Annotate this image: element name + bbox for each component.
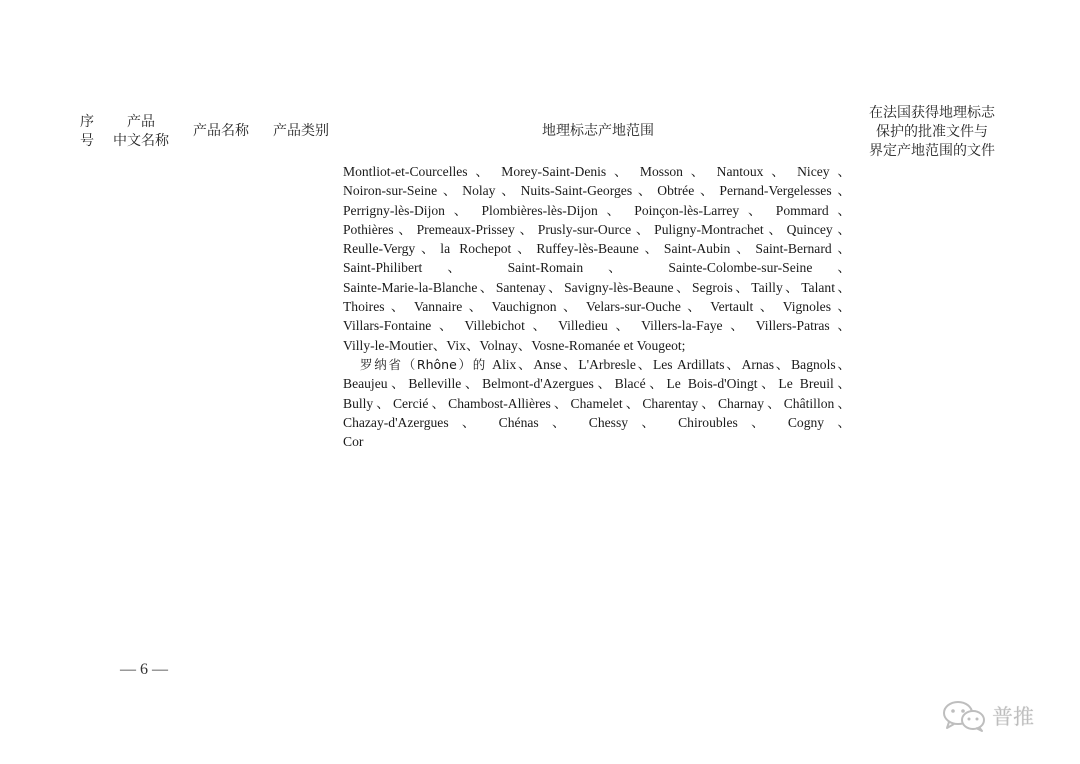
rhone-first-line-rest: Alix、Anse、L'Arbresle、Les Ardillats、Arnas、Bagnols、 bbox=[487, 356, 851, 372]
header-seq-line2: 号 bbox=[80, 133, 94, 149]
content-line: Chazay-d'Azergues 、 Chénas 、 Chessy 、 Chiroubles 、 Cogny 、 bbox=[343, 414, 851, 430]
header-product-category: 产品类别 bbox=[273, 123, 329, 139]
header-docs-line3: 界定产地范围的文件 bbox=[869, 143, 995, 159]
wechat-icon bbox=[940, 699, 988, 733]
header-seq-line1: 序 bbox=[80, 114, 94, 130]
content-line: Beaujeu、Belleville、Belmont-d'Azergues、Blacé、Le Bois-d'Oingt、Le Breuil、 bbox=[343, 376, 851, 392]
header-docs-line2: 保护的批准文件与 bbox=[876, 124, 988, 140]
header-product-name: 产品名称 bbox=[193, 123, 249, 139]
geo-range-content bbox=[343, 162, 851, 451]
watermark bbox=[940, 699, 1034, 733]
content-line: Villy-le-Moutier、Vix、Volnay、Vosne-Romanée et Vougeot; bbox=[343, 337, 686, 353]
content-line: Montliot-et-Courcelles 、 Morey-Saint-Denis 、 Mosson 、 Nantoux 、 Nicey 、 bbox=[343, 164, 851, 179]
content-line: Sainte-Marie-la-Blanche、Santenay、Savigny-lès-Beaune、Segrois、Tailly、Talant、 bbox=[343, 279, 851, 295]
content-line: Thoires 、 Vannaire 、 Vauchignon 、 Velars-sur-Ouche 、 Vertault 、 Vignoles 、 bbox=[343, 299, 851, 315]
header-cn-name-line1: 产品 bbox=[127, 114, 155, 130]
content-line: Perrigny-lès-Dijon 、 Plombières-lès-Dijon 、 Poinçon-lès-Larrey 、 Pommard 、 bbox=[343, 202, 851, 218]
header-geo-range: 地理标志产地范围 bbox=[542, 123, 654, 139]
header-seq-number bbox=[80, 113, 98, 151]
header-cn-name bbox=[108, 113, 174, 151]
header-docs-line1: 在法国获得地理标志 bbox=[869, 105, 995, 121]
content-line: Reulle-Vergy、la Rochepot、Ruffey-lès-Beaune、Saint-Aubin、Saint-Bernard、 bbox=[343, 241, 851, 257]
content-line: Bully、Cercié、Chambost-Allières、Chamelet、Charentay、Charnay、Châtillon、 bbox=[343, 395, 851, 411]
content-line: Villars-Fontaine 、 Villebichot 、 Villedieu 、 Villers-la-Faye 、 Villers-Patras 、 bbox=[343, 318, 851, 334]
content-line: Noiron-sur-Seine、Nolay、Nuits-Saint-Georges、Obtrée、Pernand-Vergelesses、 bbox=[343, 183, 851, 199]
content-line: Pothières、Premeaux-Prissey、Prusly-sur-Ource、Puligny-Montrachet、Quincey、 bbox=[343, 221, 851, 237]
content-line: Saint-Philibert 、 Saint-Romain 、 Sainte-Colombe-sur-Seine 、 bbox=[343, 260, 851, 276]
header-cn-name-line2: 中文名称 bbox=[113, 133, 169, 149]
rhone-prefix: 罗纳省（Rhône）的 bbox=[360, 356, 487, 372]
header-approval-docs bbox=[858, 104, 1006, 161]
content-line: Cor bbox=[343, 434, 364, 450]
page-number: — 6 — bbox=[120, 661, 168, 678]
content-line-rhone bbox=[343, 355, 851, 374]
watermark-text: 普推 bbox=[992, 705, 1034, 729]
